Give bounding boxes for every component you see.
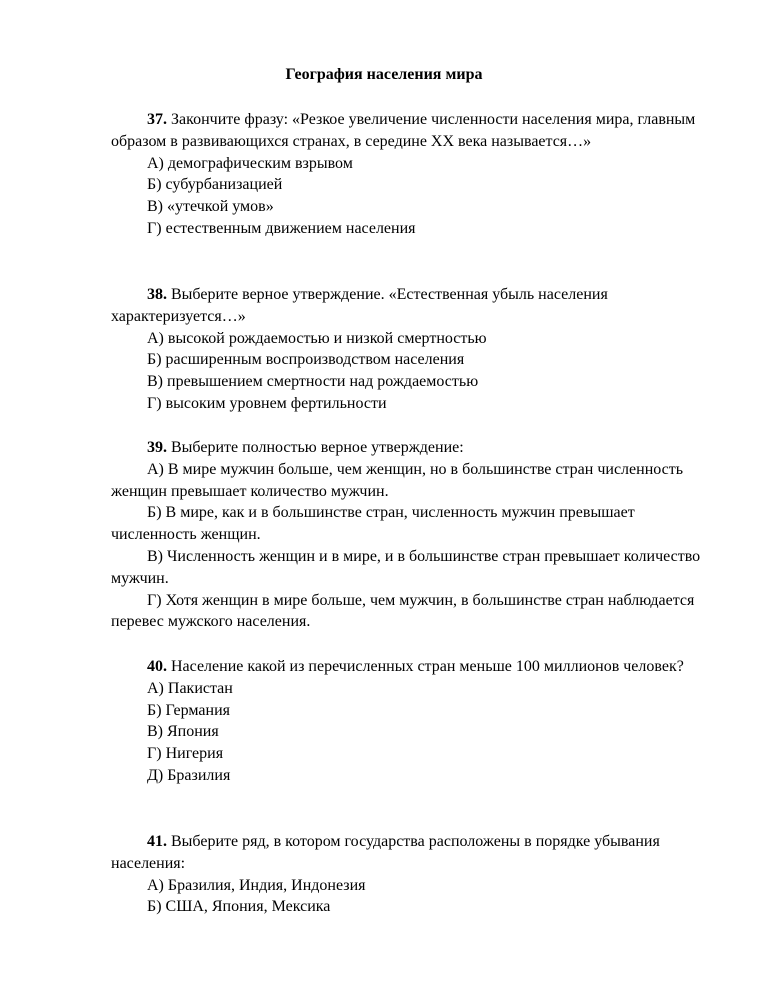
question-text: Выберите верное утверждение. «Естественная убыль населения характеризуется…» (111, 286, 608, 325)
question-stem (111, 437, 711, 459)
answer-option: А) В мире мужчин больше, чем женщин, но в большинстве стран численность женщин превышает количество мужчин. (111, 460, 684, 500)
answer-option: В) Япония (147, 723, 219, 741)
question-text: Выберите полностью верное утверждение: (171, 439, 464, 456)
question-text: Население какой из перечисленных стран меньше 100 миллионов человек? (171, 658, 684, 675)
question-40 (111, 656, 711, 787)
answer-option: А) Пакистан (147, 679, 233, 697)
answer-option: А) высокой рождаемостью и низкой смертностью (147, 329, 487, 347)
answer-option: Б) В мире, как и в большинстве стран, численность мужчин превышает численность женщин. (111, 504, 635, 544)
question-number: 39. (147, 439, 167, 456)
answer-option: Г) естественным движением населения (147, 219, 416, 237)
question-stem (111, 831, 711, 875)
answer-option: Г) Нигерия (147, 745, 224, 763)
answer-option: Г) высоким уровнем фертильности (147, 394, 387, 412)
answer-option: Б) США, Япония, Мексика (147, 898, 331, 916)
answer-option: В) превышением смертности над рождаемостью (147, 373, 479, 391)
question-stem (111, 656, 711, 678)
answer-option: В) Численность женщин и в мире, и в большинстве стран превышает количество мужчин. (111, 547, 701, 587)
answer-option: А) Бразилия, Индия, Индонезия (147, 876, 366, 894)
question-number: 38. (147, 286, 167, 303)
question-number: 40. (147, 658, 167, 675)
question-38 (111, 284, 711, 415)
question-number: 37. (147, 111, 167, 128)
question-37 (111, 109, 711, 240)
answer-option: Б) Германия (147, 701, 231, 719)
question-41 (111, 831, 711, 918)
question-stem (111, 109, 711, 153)
page-title: География населения мира (285, 66, 483, 83)
question-stem (111, 284, 711, 328)
answer-option: Д) Бразилия (147, 766, 231, 784)
answer-option: А) демографическим взрывом (147, 154, 353, 172)
question-text: Закончите фразу: «Резкое увеличение численности населения мира, главным образом в развивающихся странах, в середине XX века называется…» (111, 111, 696, 150)
question-text: Выберите ряд, в котором государства расположены в порядке убывания населения: (111, 833, 660, 872)
question-number: 41. (147, 833, 167, 850)
answer-option: Г) Хотя женщин в мире больше, чем мужчин, в большинстве стран наблюдается перевес мужского населения. (111, 591, 695, 631)
answer-option: В) «утечкой умов» (147, 198, 274, 216)
question-39 (111, 437, 711, 633)
answer-option: Б) расширенным воспроизводством населения (147, 351, 465, 369)
answer-option: Б) субурбанизацией (147, 176, 283, 194)
